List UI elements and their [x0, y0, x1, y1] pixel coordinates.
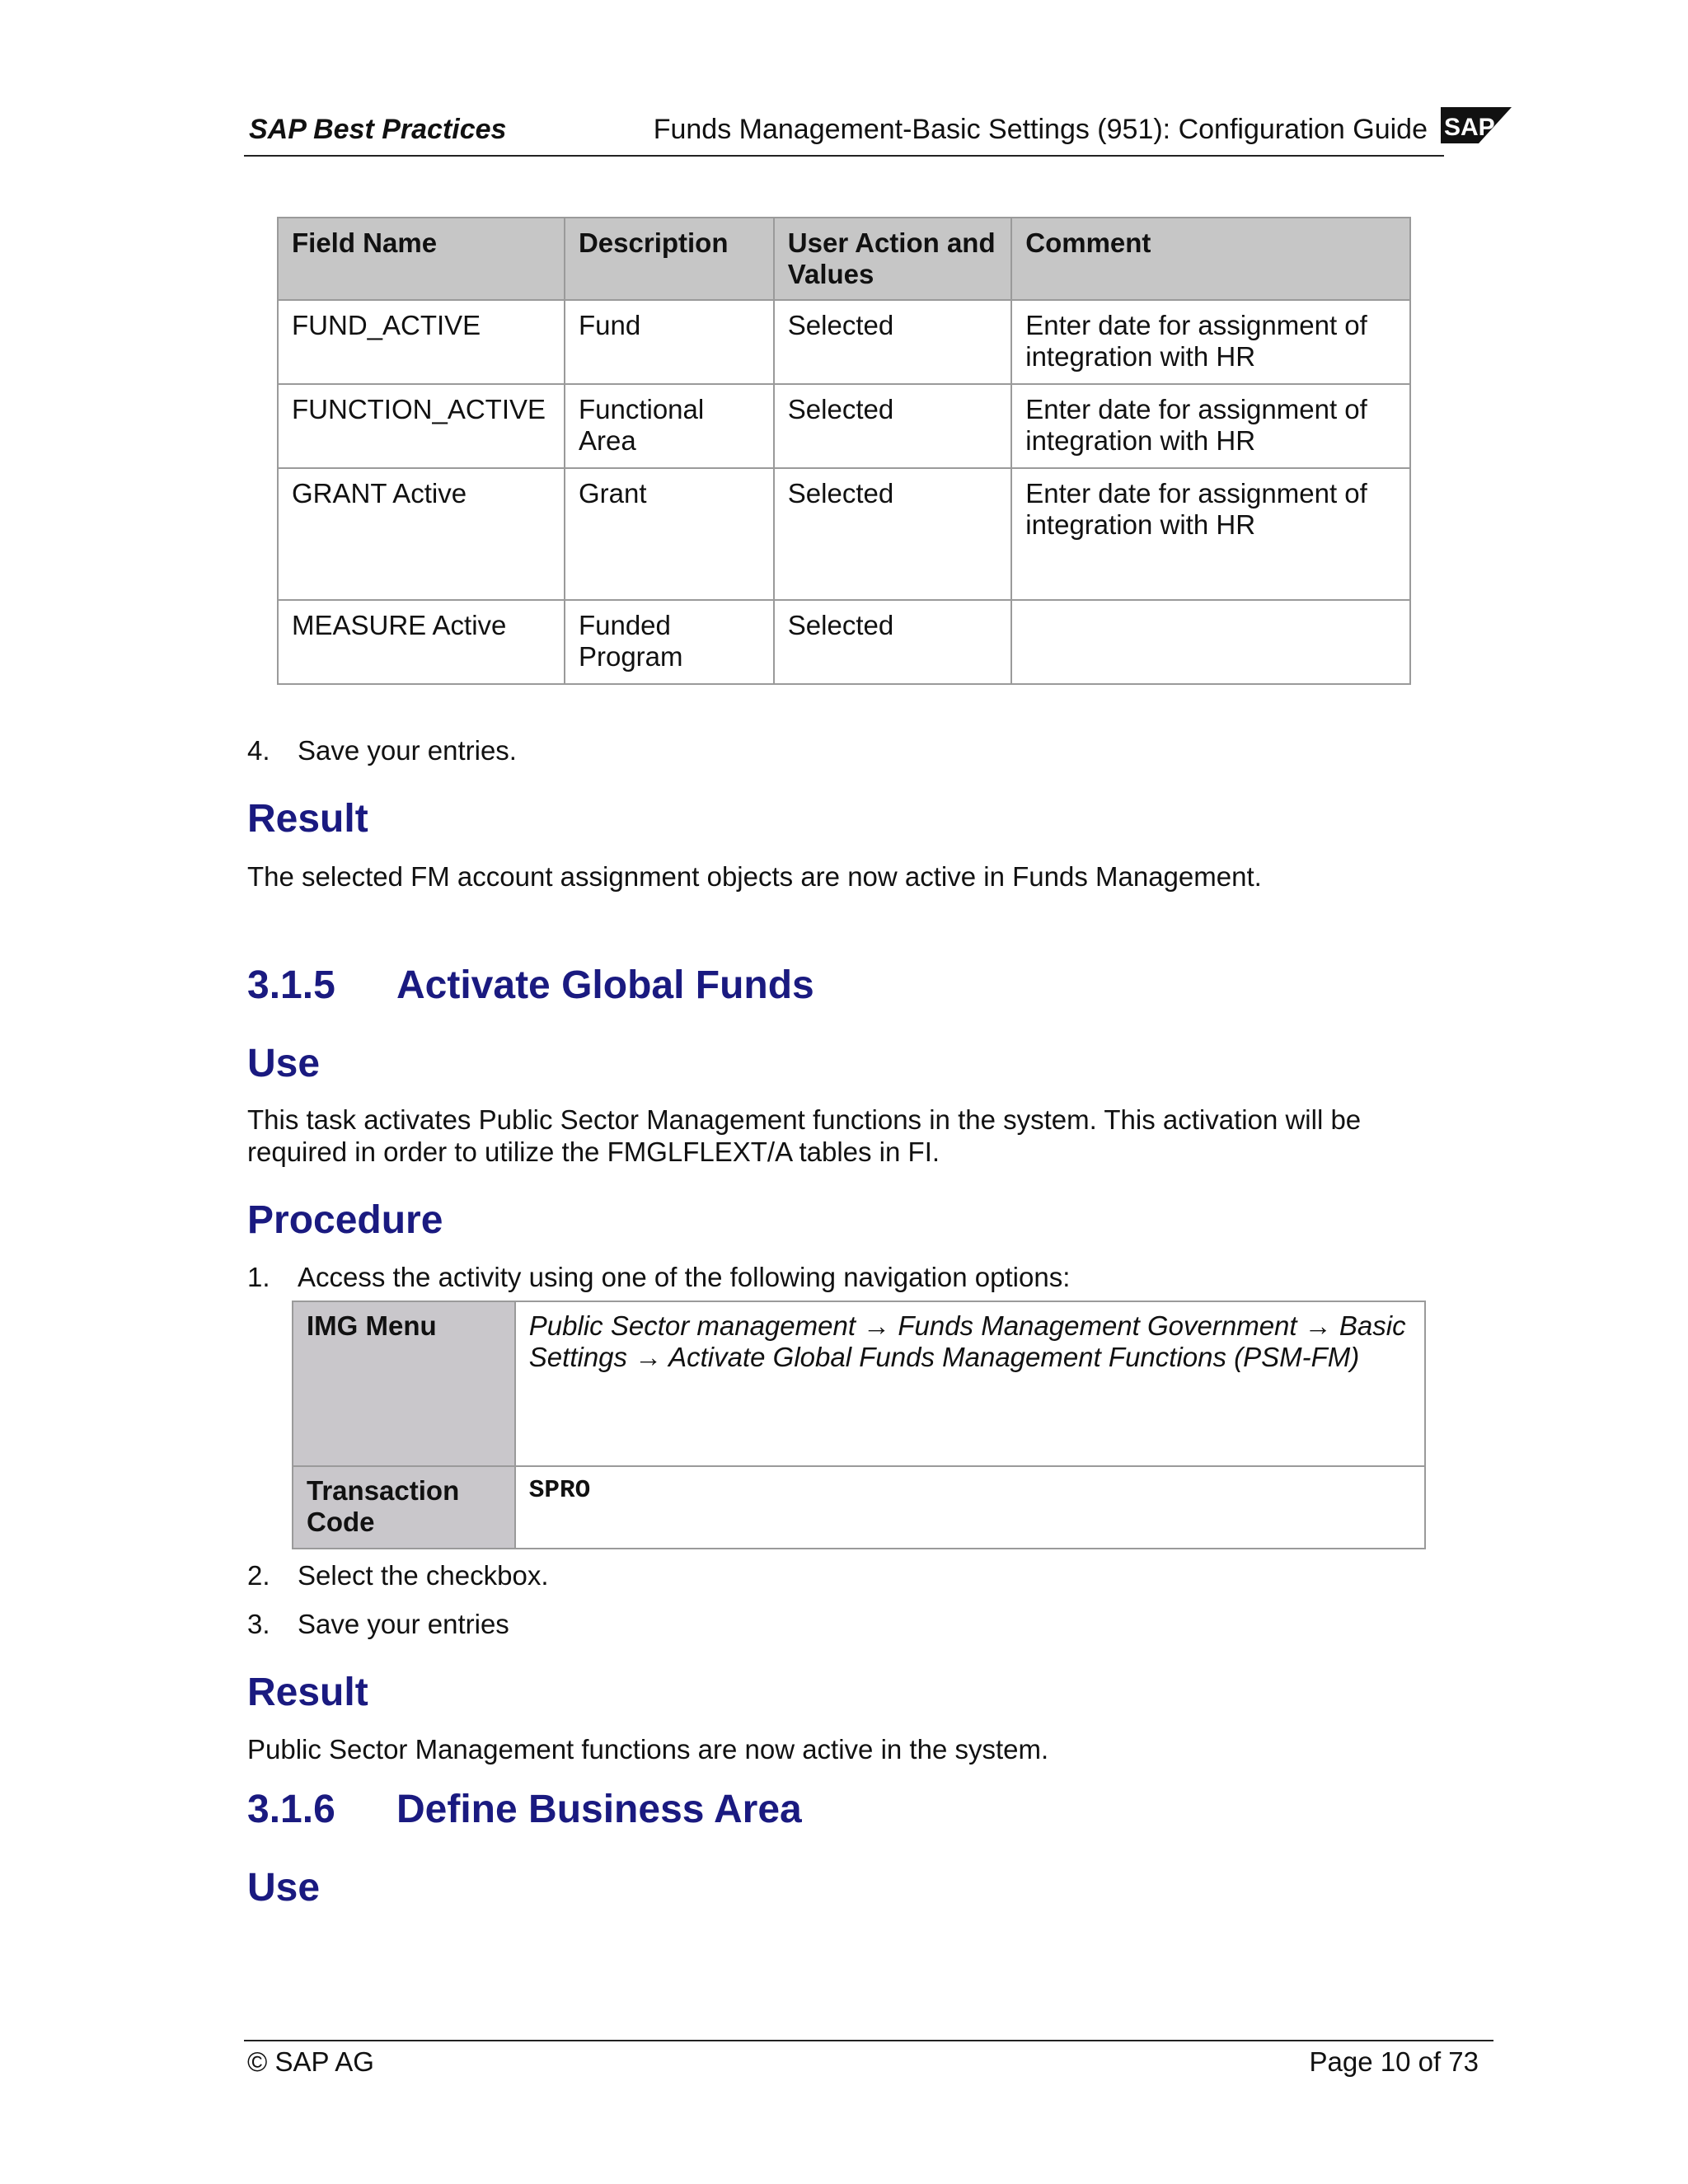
sap-logo-icon: [1441, 105, 1513, 145]
column-header-comment: Comment: [1011, 218, 1410, 300]
result-text: Public Sector Management functions are now active in the system.: [247, 1734, 1049, 1765]
cell-field-name: GRANT Active: [278, 468, 565, 600]
cell-field-name: MEASURE Active: [278, 600, 565, 684]
table-row: [278, 384, 1410, 468]
navigation-options-table: [292, 1301, 1426, 1549]
section-title: Define Business Area: [396, 1788, 802, 1831]
transaction-code-label: Transaction Code: [293, 1466, 515, 1549]
section-title: Activate Global Funds: [396, 963, 814, 1007]
cell-comment: Enter date for assignment of integration with HR: [1011, 468, 1410, 600]
nav-row-img-menu: [293, 1301, 1425, 1466]
step-text: Save your entries.: [298, 735, 517, 766]
page-header: [244, 109, 1444, 157]
use-text: This task activates Public Sector Management functions in the system. This activation will be required in order to utilize the FMGLFLEXT/A tables in FI.: [247, 1104, 1362, 1167]
section-number: 3.1.5: [247, 963, 335, 1007]
page-footer: [244, 2040, 1493, 2083]
table-header-row: [278, 218, 1410, 300]
cell-comment: [1011, 600, 1410, 684]
result-heading: Result: [247, 797, 368, 841]
step-text: Access the activity using one of the following navigation options:: [298, 1262, 1071, 1292]
nav-row-transaction-code: [293, 1466, 1425, 1549]
use-heading: Use: [247, 1042, 321, 1085]
footer-copyright: © SAP AG: [247, 2046, 374, 2077]
step-number: 2.: [247, 1560, 270, 1591]
step-text: Save your entries: [298, 1609, 509, 1639]
step-number: 4.: [247, 735, 270, 766]
field-activation-table: [277, 217, 1411, 685]
header-doc-series: SAP Best Practices: [249, 114, 507, 145]
table-row: [278, 600, 1410, 684]
column-header-user-action: User Action and Values: [774, 218, 1011, 300]
result-heading: Result: [247, 1671, 368, 1714]
cell-comment: Enter date for assignment of integration with HR: [1011, 300, 1410, 384]
column-header-field-name: Field Name: [278, 218, 565, 300]
cell-user-action: Selected: [774, 384, 1011, 468]
cell-comment: Enter date for assignment of integration with HR: [1011, 384, 1410, 468]
table-row: [278, 300, 1410, 384]
step-number: 1.: [247, 1262, 270, 1292]
result-text: The selected FM account assignment objects are now active in Funds Management.: [247, 861, 1262, 892]
cell-user-action: Selected: [774, 600, 1011, 684]
cell-user-action: Selected: [774, 300, 1011, 384]
cell-description: Funded Program: [565, 600, 774, 684]
svg-text:SAP: SAP: [1444, 114, 1495, 141]
footer-page-number: Page 10 of 73: [1309, 2046, 1479, 2077]
use-heading: Use: [247, 1866, 321, 1910]
step-text: Select the checkbox.: [298, 1560, 549, 1591]
cell-description: Functional Area: [565, 384, 774, 468]
cell-field-name: FUND_ACTIVE: [278, 300, 565, 384]
step-number: 3.: [247, 1609, 270, 1639]
cell-field-name: FUNCTION_ACTIVE: [278, 384, 565, 468]
img-menu-label: IMG Menu: [293, 1301, 515, 1466]
section-number: 3.1.6: [247, 1788, 335, 1831]
cell-user-action: Selected: [774, 468, 1011, 600]
column-header-description: Description: [565, 218, 774, 300]
img-menu-path: Public Sector management → Funds Management Government → Basic Settings → Activate Global Funds Management Functions (PSM-FM): [515, 1301, 1425, 1466]
procedure-heading: Procedure: [247, 1198, 443, 1242]
cell-description: Grant: [565, 468, 774, 600]
table-row: [278, 468, 1410, 600]
header-doc-title: Funds Management-Basic Settings (951): Configuration Guide: [653, 114, 1428, 145]
transaction-code-value: SPRO: [515, 1466, 1425, 1549]
cell-description: Fund: [565, 300, 774, 384]
